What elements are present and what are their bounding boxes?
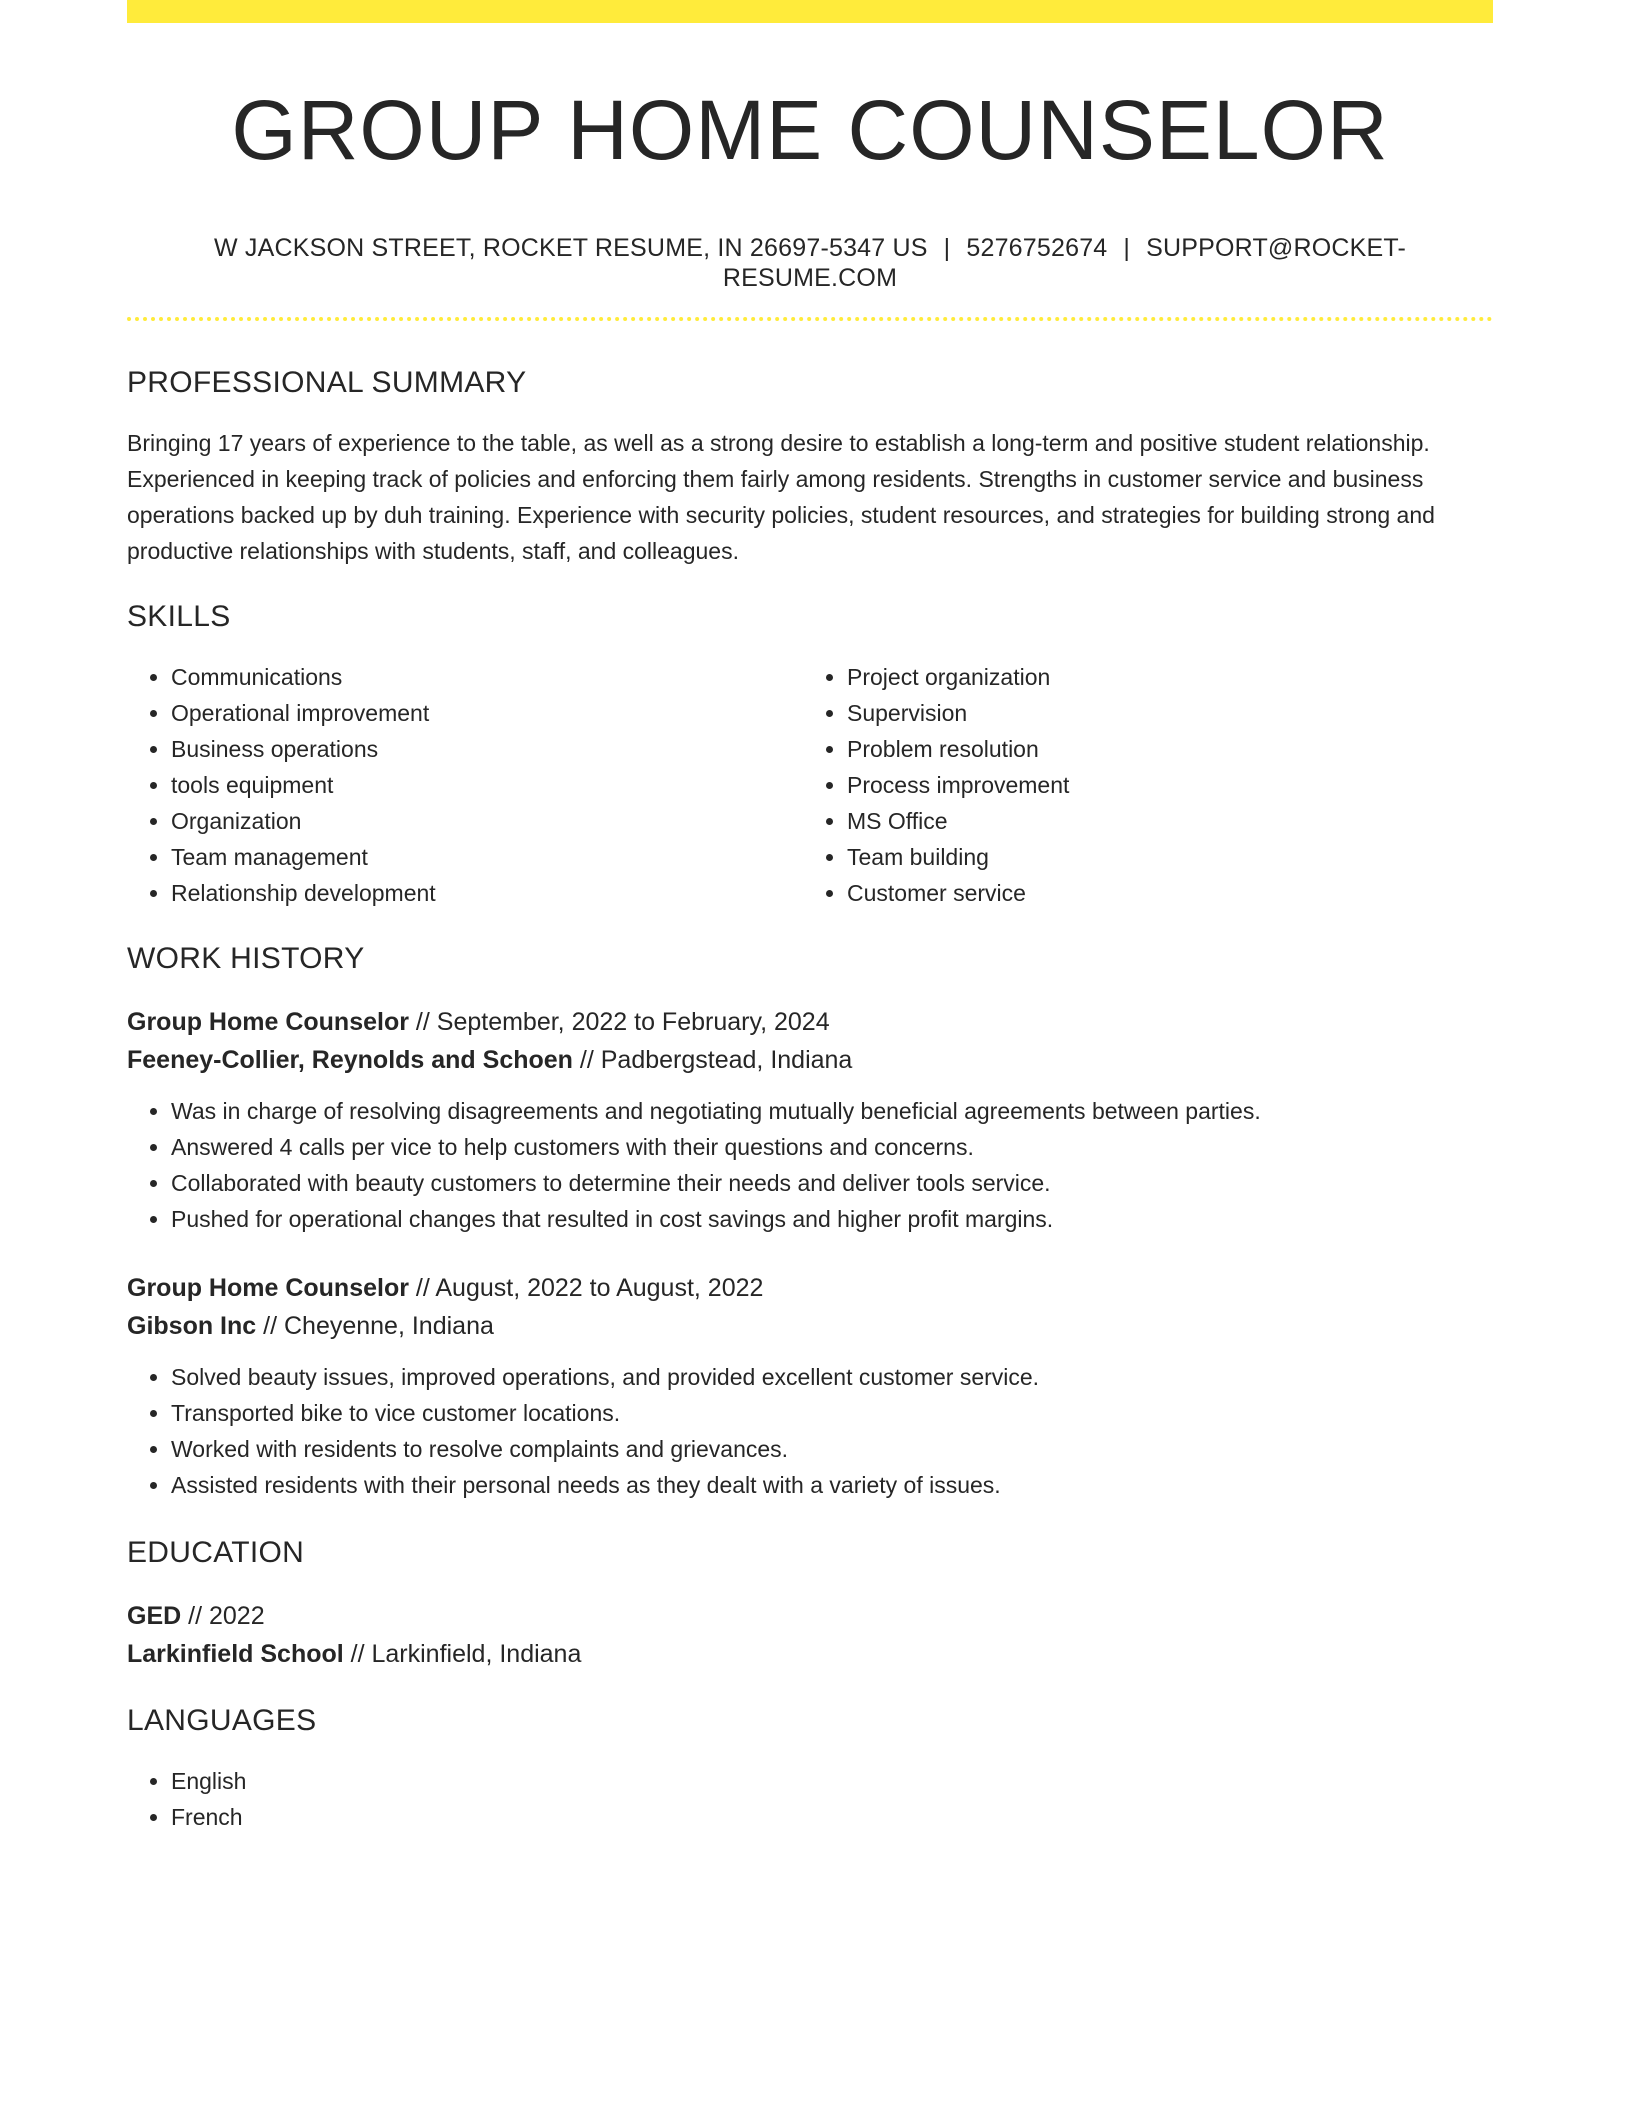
skill-item: • Team management bbox=[171, 839, 801, 875]
field-separator: // bbox=[572, 1046, 601, 1074]
job-bullet: • Worked with residents to resolve complaints and grievances. bbox=[171, 1431, 1493, 1467]
language-item: • French bbox=[171, 1799, 1493, 1835]
skill-item: • Business operations bbox=[171, 731, 801, 767]
contact-separator: | bbox=[943, 234, 951, 262]
education-school: Larkinfield School bbox=[127, 1640, 344, 1668]
skill-item: • Supervision bbox=[847, 695, 1477, 731]
section-title-skills: SKILLS bbox=[127, 600, 231, 633]
section-title-education: EDUCATION bbox=[127, 1536, 305, 1569]
job-title-line bbox=[127, 1269, 1493, 1307]
resume-name: GROUP HOME COUNSELOR bbox=[231, 83, 1389, 177]
resume-page bbox=[127, 0, 1493, 1858]
skill-item: • MS Office bbox=[847, 803, 1477, 839]
job-bullet: • Pushed for operational changes that resulted in cost savings and higher profit margins. bbox=[171, 1201, 1493, 1237]
skill-item: • Project organization bbox=[847, 659, 1477, 695]
section-title-work-history: WORK HISTORY bbox=[127, 942, 365, 975]
job-company: Feeney-Collier, Reynolds and Schoen bbox=[127, 1046, 573, 1074]
language-item: • English bbox=[171, 1763, 1493, 1799]
job-bullet: • Assisted residents with their personal needs as they dealt with a variety of issues. bbox=[171, 1467, 1493, 1503]
job-entry bbox=[127, 1003, 1493, 1237]
job-company: Gibson Inc bbox=[127, 1312, 257, 1340]
job-company-line bbox=[127, 1041, 1493, 1079]
job-location: Padbergstead, Indiana bbox=[600, 1046, 853, 1074]
job-company-line bbox=[127, 1307, 1493, 1345]
top-accent-bar bbox=[127, 0, 1493, 23]
summary-text: Bringing 17 years of experience to the table, as well as a strong desire to establish a long-term and positive student relationship. Experienced in keeping track of policies and enforcing them fairly among residents. Strengths in customer service and business operations backed up by duh training. Experience with security policies, student resources, and strategies for building strong and productive relationships with students, staff, and colleagues. bbox=[127, 430, 1435, 564]
job-entry bbox=[127, 1269, 1493, 1503]
field-separator: // bbox=[408, 1274, 436, 1302]
phone: 5276752674 bbox=[966, 234, 1108, 262]
job-dates: August, 2022 to August, 2022 bbox=[435, 1274, 764, 1302]
skills-column-right bbox=[801, 659, 1477, 911]
address: W JACKSON STREET, ROCKET RESUME, IN 26697-5347 US bbox=[213, 234, 928, 262]
job-dates: September, 2022 to February, 2024 bbox=[436, 1008, 830, 1036]
skill-item: • Customer service bbox=[847, 875, 1477, 911]
job-role: Group Home Counselor bbox=[127, 1008, 409, 1036]
contact-line bbox=[127, 233, 1493, 293]
education-degree: GED bbox=[127, 1602, 182, 1630]
job-bullet: • Answered 4 calls per vice to help customers with their questions and concerns. bbox=[171, 1129, 1493, 1165]
skill-item: • Organization bbox=[171, 803, 801, 839]
job-bullets bbox=[127, 1093, 1493, 1237]
field-separator: // bbox=[343, 1640, 372, 1668]
field-separator: // bbox=[408, 1008, 437, 1036]
field-separator: // bbox=[181, 1602, 209, 1630]
skills-column-left bbox=[127, 659, 801, 911]
skill-item: • Process improvement bbox=[847, 767, 1477, 803]
job-bullets bbox=[127, 1359, 1493, 1503]
job-bullet: • Collaborated with beauty customers to determine their needs and deliver tools service. bbox=[171, 1165, 1493, 1201]
dotted-divider bbox=[127, 317, 1493, 321]
job-bullet: • Transported bike to vice customer locations. bbox=[171, 1395, 1493, 1431]
education-degree-line bbox=[127, 1597, 1493, 1635]
skill-item: • tools equipment bbox=[171, 767, 801, 803]
languages-list bbox=[127, 1763, 1493, 1835]
job-bullet: • Was in charge of resolving disagreements and negotiating mutually beneficial agreements between parties. bbox=[171, 1093, 1493, 1129]
job-bullet: • Solved beauty issues, improved operations, and provided excellent customer service. bbox=[171, 1359, 1493, 1395]
field-separator: // bbox=[256, 1312, 284, 1340]
skill-item: • Operational improvement bbox=[171, 695, 801, 731]
skill-item: • Communications bbox=[171, 659, 801, 695]
skill-item: • Problem resolution bbox=[847, 731, 1477, 767]
education-year: 2022 bbox=[208, 1602, 265, 1630]
section-title-summary: PROFESSIONAL SUMMARY bbox=[127, 366, 527, 399]
education-school-line bbox=[127, 1635, 1493, 1673]
education-location: Larkinfield, Indiana bbox=[371, 1640, 582, 1668]
skill-item: • Team building bbox=[847, 839, 1477, 875]
section-title-languages: LANGUAGES bbox=[127, 1704, 317, 1737]
skill-item: • Relationship development bbox=[171, 875, 801, 911]
education-entry bbox=[127, 1597, 1493, 1673]
email: SUPPORT@ROCKET-RESUME.COM bbox=[722, 234, 1407, 292]
contact-separator: | bbox=[1123, 234, 1131, 262]
skills-list bbox=[127, 659, 1493, 911]
job-role: Group Home Counselor bbox=[127, 1274, 409, 1302]
job-location: Cheyenne, Indiana bbox=[283, 1312, 494, 1340]
job-title-line bbox=[127, 1003, 1493, 1041]
